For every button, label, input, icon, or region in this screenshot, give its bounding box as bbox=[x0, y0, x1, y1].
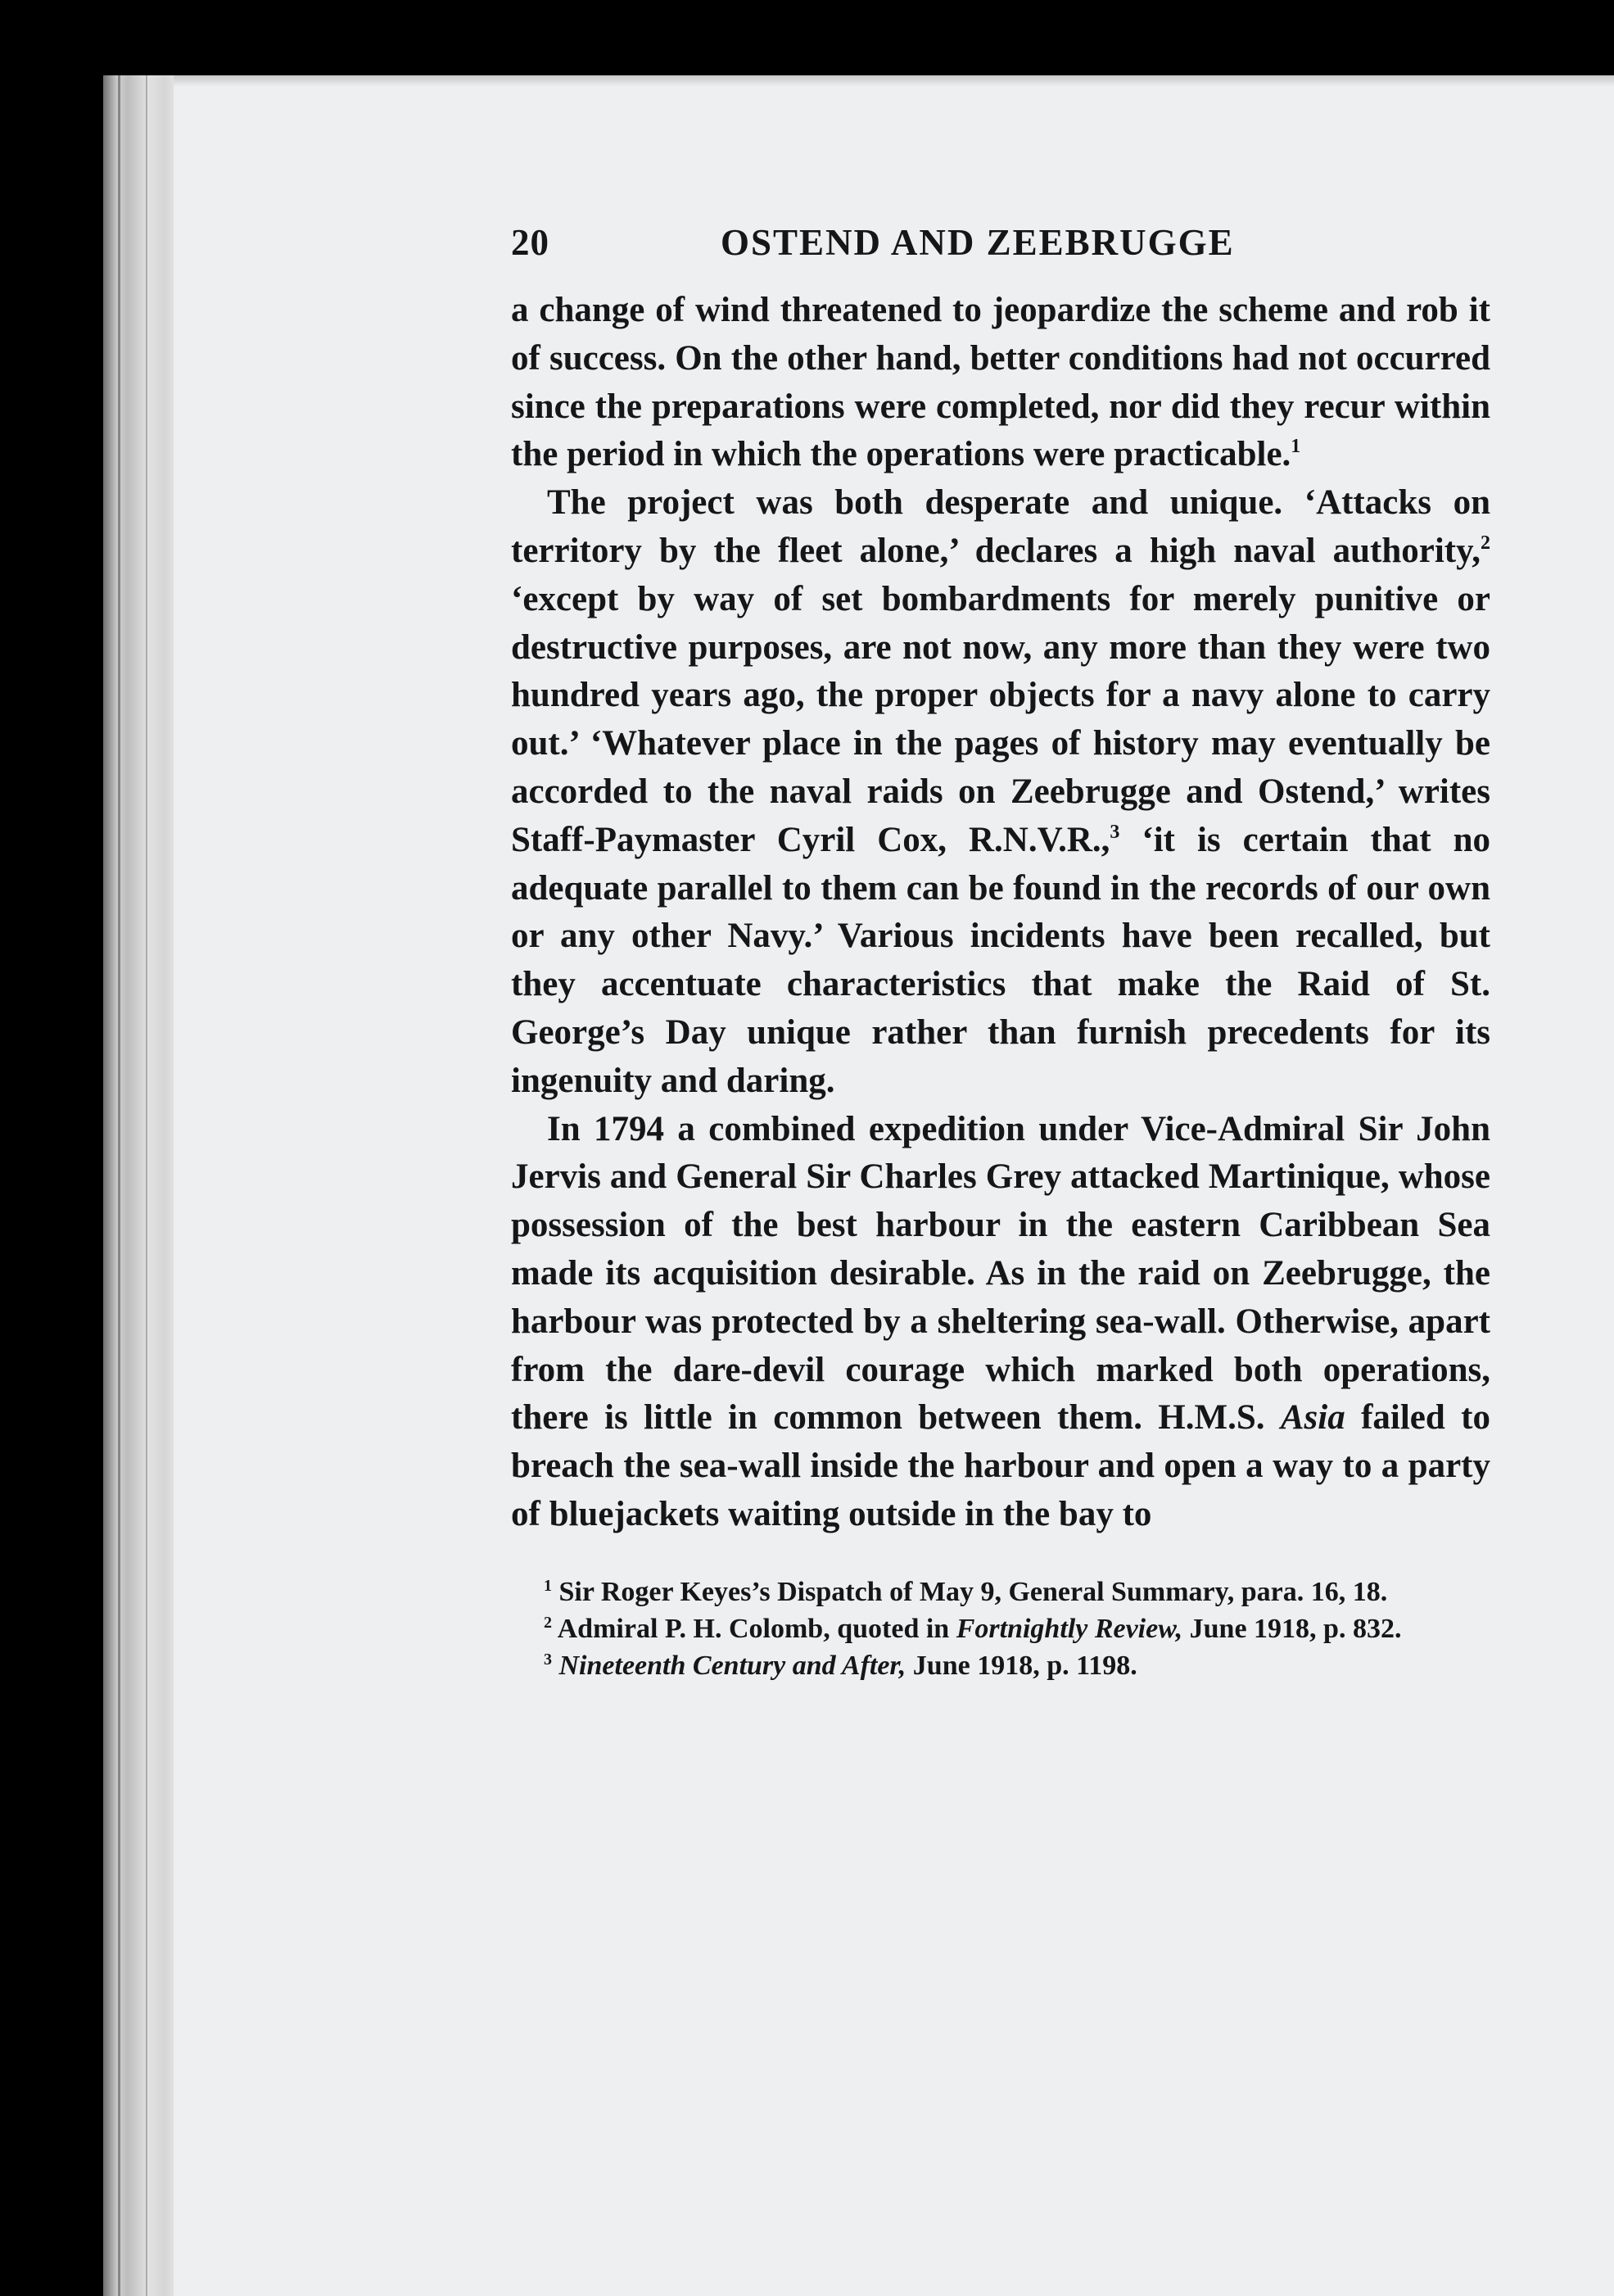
ship-name: Asia bbox=[1280, 1398, 1345, 1438]
footnote-mark: 1 bbox=[544, 1576, 552, 1595]
footnote-mark: 3 bbox=[544, 1650, 552, 1669]
footnote-ref: 2 bbox=[1481, 532, 1490, 554]
paragraph-text: ‘except by way of set bombardments for merely punitive or destructive purposes, are not now, any more than they were two hundred years ago, the proper objects for a navy alone to carry out.’ ‘Whatever place in the pages of history may eventually be accorded to the naval raids on Zeebrugge and Ostend,’ writes Staff-Paymaster Cyril Cox, R.N.V.R., bbox=[511, 579, 1490, 859]
footnote-mark: 2 bbox=[544, 1613, 552, 1632]
paragraph-text: a change of wind threatened to jeopardize the scheme and rob it of success. On the other hand, better conditions had not occurred since the preparations were completed, nor did they recur within the period in which the operations were practicable. bbox=[511, 291, 1490, 474]
page-number: 20 bbox=[511, 222, 549, 263]
footnote bbox=[511, 1574, 1490, 1610]
running-head bbox=[511, 213, 1490, 270]
footnote-text: June 1918, p. 1198. bbox=[906, 1650, 1137, 1681]
footnote-text: Sir Roger Keyes’s Dispatch of May 9, General Summary, para. 16, 18. bbox=[552, 1576, 1388, 1607]
running-title: OSTEND AND ZEEBRUGGE bbox=[721, 222, 1235, 263]
footnote-text: Admiral P. H. Colomb, quoted in bbox=[552, 1613, 956, 1644]
body-text bbox=[511, 287, 1490, 1539]
page-top-shadow bbox=[174, 75, 1614, 87]
paragraph bbox=[511, 1106, 1490, 1539]
footnote-ref: 1 bbox=[1291, 436, 1301, 458]
paragraph-text: ‘it is certain that no adequate parallel to them can be found in the records of our own or any other Navy.’ Various incidents have been recalled, but they accentuate characteristics that make the Raid of St. George’s Day unique rather than furnish precedents for its ingenuity and daring. bbox=[511, 820, 1490, 1100]
footnote bbox=[511, 1647, 1490, 1684]
book-gutter bbox=[103, 75, 185, 2296]
paragraph bbox=[511, 479, 1490, 1105]
footnote-source: Fortnightly Review, bbox=[956, 1613, 1183, 1644]
paragraph-text: failed to breach the sea-wall inside the harbour and open a way to a party of bluejackets waiting outside in the bay to bbox=[511, 1398, 1490, 1533]
footnote bbox=[511, 1610, 1490, 1647]
footnote-text: June 1918, p. 832. bbox=[1182, 1613, 1402, 1644]
paragraph-text: The project was both desperate and unique. ‘Attacks on territory by the fleet alone,’ declares a high naval authority, bbox=[511, 483, 1490, 570]
footnote-source: Nineteenth Century and After, bbox=[558, 1650, 906, 1681]
footnote-ref: 3 bbox=[1110, 821, 1120, 843]
paragraph-text: In 1794 a combined expedition under Vice-Admiral Sir John Jervis and General Sir Charles Grey attacked Martinique, whose possession of the best harbour in the eastern Caribbean Sea made its acquisition desirable. As in the raid on Zeebrugge, the harbour was protected by a sheltering sea-wall. Otherwise, apart from the dare-devil courage which marked both operations, there is little in common between them. H.M.S. bbox=[511, 1109, 1490, 1438]
page-text bbox=[511, 213, 1490, 1684]
paragraph bbox=[511, 287, 1490, 479]
footnotes bbox=[511, 1574, 1490, 1684]
